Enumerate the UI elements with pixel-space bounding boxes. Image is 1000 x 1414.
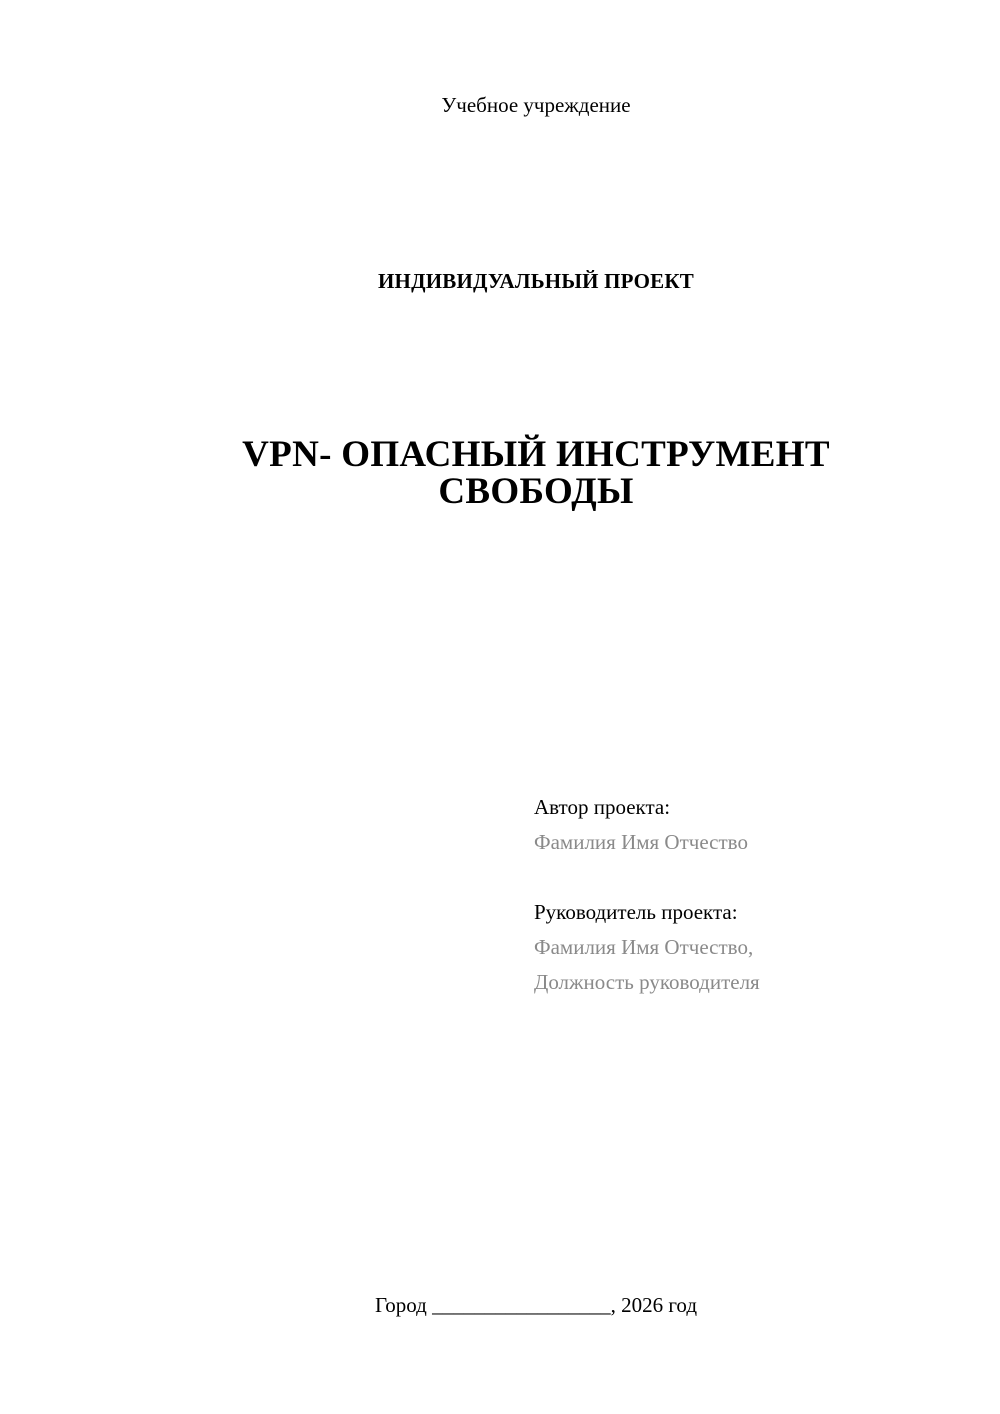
author-label: Автор проекта: [534, 795, 671, 819]
author-name: Фамилия Имя Отчество [534, 830, 748, 854]
supervisor-name: Фамилия Имя Отчество, [534, 935, 754, 959]
project-type-heading: ИНДИВИДУАЛЬНЫЙ ПРОЕКТ [378, 269, 694, 293]
supervisor-position: Должность руководителя [534, 970, 760, 994]
project-title [0, 436, 1000, 510]
city-year-line: Город _________________, 2026 год [374, 1293, 698, 1317]
project-title-line-2: СВОБОДЫ [438, 471, 634, 512]
project-title-line-1: VPN- ОПАСНЫЙ ИНСТРУМЕНТ [242, 434, 830, 475]
supervisor-label: Руководитель проекта: [534, 900, 738, 924]
credits-block [534, 790, 974, 1000]
credits-spacer [534, 860, 974, 895]
institution-name: Учебное учреждение [441, 93, 631, 117]
